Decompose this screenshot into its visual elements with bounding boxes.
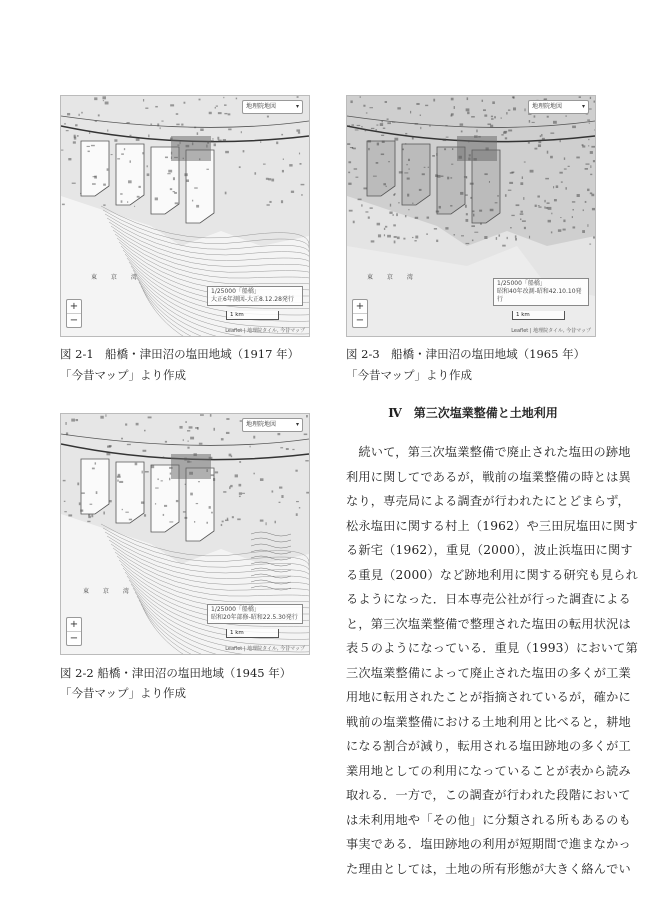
map-survey-date: 昭和20年部修-昭和22.5.30発行 xyxy=(211,614,298,621)
text-line: 業用地としての利用になっていることが表から読み xyxy=(346,763,631,778)
text-line: なり，専売局による調査が行われたにとどまらず， xyxy=(346,494,630,508)
text-line: た理由としては，土地の所有形態が大きく絡んでい xyxy=(346,861,631,876)
zoom-out-button[interactable]: − xyxy=(67,631,81,645)
map-sheet-name: 1/25000「船橋」 xyxy=(497,280,546,287)
text-line: 事実である．塩田跡地の利用が短期間で進まなかっ xyxy=(346,837,631,851)
layer-select-value: 地理院地図 xyxy=(532,103,563,110)
figure-source: 「今昔マップ」より作成 xyxy=(60,368,187,382)
text-line: 利用に関してであるが，戦前の塩業整備の時とは異 xyxy=(346,469,631,484)
figure-caption: 図 2-2 船橋・津田沼の塩田地域（1945 年） xyxy=(60,666,292,680)
map-info-box xyxy=(207,286,303,306)
text-line: るようになった．日本専売公社が行った調査による xyxy=(346,592,631,606)
attribution[interactable]: Leaflet | 地理院タイル, 今昔マップ xyxy=(225,646,305,652)
zoom-in-button[interactable]: + xyxy=(355,301,365,312)
text-line: 表５のようになっている．重見（1993）において第 xyxy=(346,641,638,655)
map-fig-2-2[interactable] xyxy=(60,413,310,655)
chevron-down-icon: ▾ xyxy=(581,103,585,110)
layer-select-value: 地理院地図 xyxy=(246,421,277,428)
chevron-down-icon: ▾ xyxy=(295,103,299,110)
scale-bar: 1 km xyxy=(226,629,279,638)
section-heading: Ⅳ 第三次塩業整備と土地利用 xyxy=(388,406,558,420)
text-line: 取れる．一方で，この調査が行われた段階において xyxy=(346,788,631,802)
zoom-control xyxy=(66,617,82,646)
layer-select-value: 地理院地図 xyxy=(246,103,277,110)
text-line: 続いて，第三次塩業整備で廃止された塩田の跡地 xyxy=(346,445,631,459)
text-line: る新宅（1962），重見（2000），波止浜塩田に関す xyxy=(346,543,633,557)
text-line: は未利用地や「その他」に分類される所もあるのも xyxy=(346,812,631,827)
text-line: 三次塩業整備によって廃止された塩田の多くが工業 xyxy=(346,665,631,680)
map-sheet-name: 1/25000「船橋」 xyxy=(211,606,260,613)
figure-caption: 図 2-1 船橋・津田沼の塩田地域（1917 年） xyxy=(60,347,300,361)
layer-select[interactable] xyxy=(242,418,303,432)
figure-source: 「今昔マップ」より作成 xyxy=(60,686,187,700)
text-line: と，第三次塩業整備で整理された塩田の転用状況は xyxy=(346,616,631,631)
text-line: 戦前の塩業整備における土地利用と比べると，耕地 xyxy=(346,714,631,729)
layer-select[interactable] xyxy=(528,100,589,114)
body-paragraph xyxy=(346,440,638,881)
figure-caption: 図 2-3 船橋・津田沼の塩田地域（1965 年） xyxy=(346,347,586,361)
zoom-out-button[interactable]: − xyxy=(353,313,367,327)
text-line: 用地に転用されたことが指摘されているが，確かに xyxy=(346,690,631,704)
map-info-box xyxy=(207,604,303,624)
scale-bar: 1 km xyxy=(226,311,279,320)
attribution[interactable]: Leaflet | 地理院タイル, 今昔マップ xyxy=(511,328,591,334)
chevron-down-icon: ▾ xyxy=(295,421,299,428)
sea-label: 東 京 湾 xyxy=(91,274,143,281)
text-line: 松永塩田に関する村上（1962）や三田尻塩田に関す xyxy=(346,518,638,533)
zoom-control xyxy=(352,299,368,328)
sea-label: 東 京 湾 xyxy=(83,588,135,595)
map-sheet-name: 1/25000「船橋」 xyxy=(211,288,260,295)
map-info-box xyxy=(493,278,589,306)
zoom-out-button[interactable]: − xyxy=(67,313,81,327)
zoom-control xyxy=(66,299,82,328)
map-survey-date: 大正6年測図-大正8.12.28発行 xyxy=(211,296,294,303)
map-fig-2-3[interactable] xyxy=(346,95,596,337)
layer-select[interactable] xyxy=(242,100,303,114)
text-line: になる割合が減り，転用される塩田跡地の多くが工 xyxy=(346,739,631,753)
figure-source: 「今昔マップ」より作成 xyxy=(346,368,473,382)
sea-label: 東 京 湾 xyxy=(367,274,419,281)
map-fig-2-1[interactable] xyxy=(60,95,310,337)
zoom-in-button[interactable]: + xyxy=(69,619,79,630)
text-line: る重見（2000）など跡地利用に関する研究も見られ xyxy=(346,567,638,582)
map-survey-date: 昭和40年改測-昭和42.10.10発行 xyxy=(497,288,582,303)
zoom-in-button[interactable]: + xyxy=(69,301,79,312)
attribution[interactable]: Leaflet | 地理院タイル, 今昔マップ xyxy=(225,328,305,334)
scale-bar: 1 km xyxy=(512,311,565,320)
